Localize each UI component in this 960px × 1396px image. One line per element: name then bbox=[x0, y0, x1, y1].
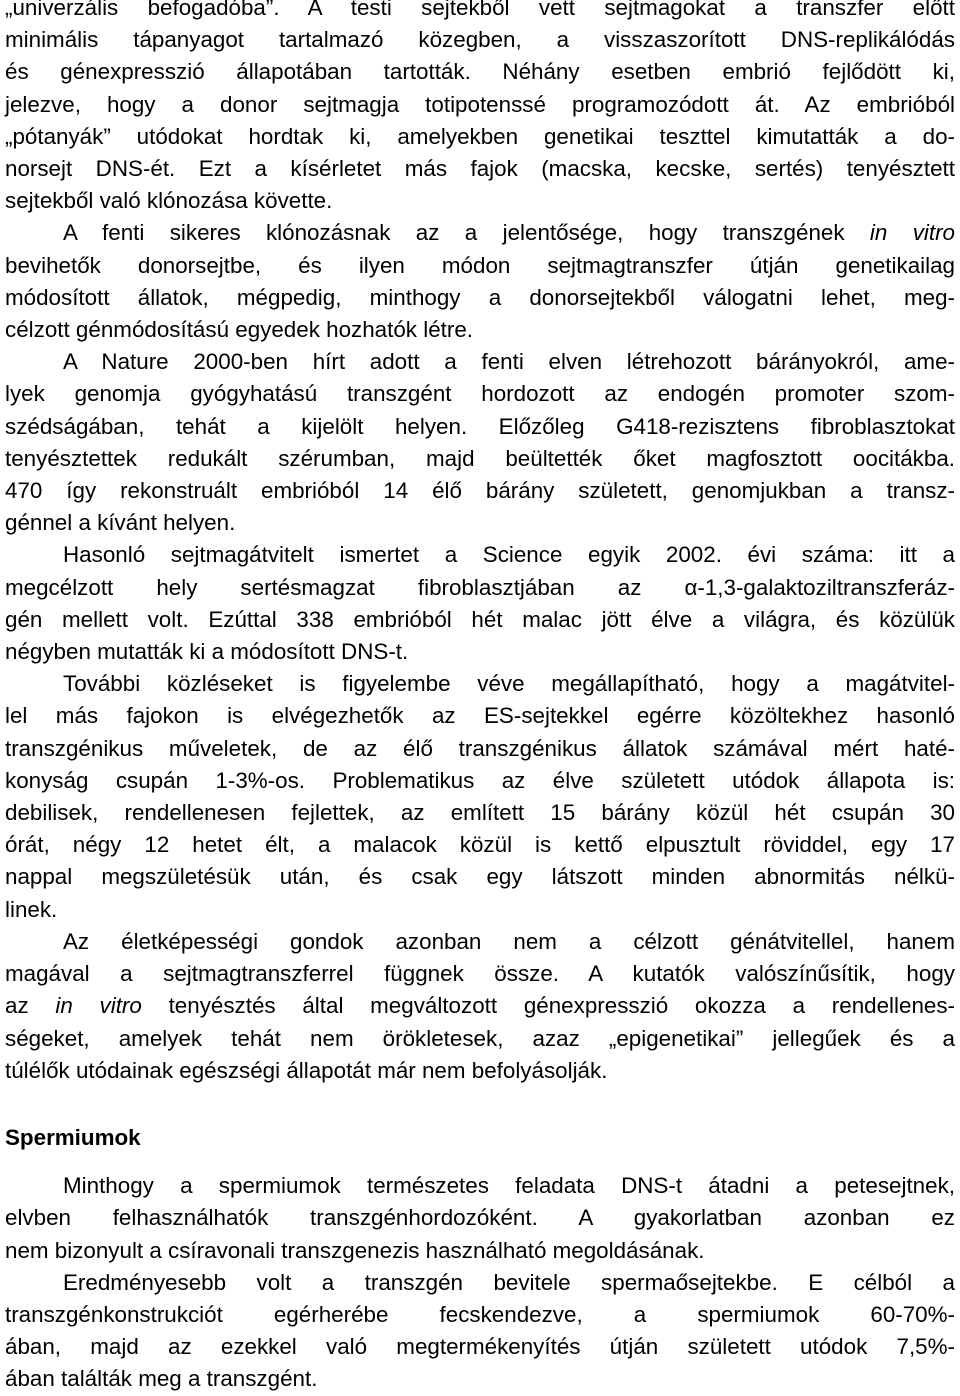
paragraph bbox=[5, 1267, 955, 1396]
text-line: túlélők utódainak egészségi állapotát már nem befolyásolják. bbox=[5, 1057, 608, 1083]
text-line: bevihetők donorsejtbe, és ilyen módon sejtmagtranszfer útján genetikailag bbox=[5, 252, 955, 278]
text-line: „univerzális befogadóba”. A testi sejtekből vett sejtmagokat a transzfer előtt bbox=[5, 0, 955, 20]
text-line: célzott génmódosítású egyedek hozhatók létre. bbox=[5, 317, 474, 343]
paragraph bbox=[5, 217, 955, 346]
text-line: „pótanyák” utódokat hordtak ki, amelyekben genetikai teszttel kimutatták a do- bbox=[5, 123, 955, 149]
text-line: konyság csupán 1-3%-os. Problematikus az élve született utódok állapota is: bbox=[5, 767, 955, 793]
text-line: órát, négy 12 hetet élt, a malacok közül is kettő elpusztult röviddel, egy 17 bbox=[5, 832, 955, 858]
text-line: elvben felhasználhatók transzgénhordozóként. A gyakorlatban azonban ez bbox=[5, 1205, 955, 1231]
text-line: az in vitro tenyésztés által megváltozott génexpresszió okozza a rendellenes- bbox=[5, 993, 956, 1019]
paragraph bbox=[5, 668, 955, 926]
text-line: és génexpresszió állapotában tartották. Néhány esetben embrió fejlődött ki, bbox=[5, 59, 955, 85]
text-line: 470 így rekonstruált embrióból 14 élő bárány született, genomjukban a transz- bbox=[5, 478, 955, 504]
text-line: ában, majd az ezekkel való megtermékenyítés útján született utódok 7,5%- bbox=[5, 1334, 955, 1360]
text-line: módosított állatok, mégpedig, minthogy a donorsejtekből válogatni lehet, meg- bbox=[5, 284, 955, 310]
text-line: szédságában, tehát a kijelölt helyen. Előzőleg G418-rezisztens fibroblasztokat bbox=[5, 413, 955, 439]
text-line: lyek genomja gyógyhatású transzgént hordozott az endogén promoter szom- bbox=[5, 381, 955, 407]
text-line: nappal megszületésük után, és csak egy látszott minden abnormitás nélkü- bbox=[5, 864, 955, 890]
paragraph bbox=[5, 926, 955, 1087]
text-line: négyben mutatták ki a módosított DNS-t. bbox=[5, 639, 409, 665]
paragraph bbox=[5, 539, 955, 668]
paragraph bbox=[5, 1170, 955, 1267]
text-line: génnel a kívánt helyen. bbox=[5, 510, 236, 536]
paragraph bbox=[5, 346, 955, 539]
text-line: sejtekből való klónozása követte. bbox=[5, 188, 333, 214]
text-line: Az életképességi gondok azonban nem a célzott génátvitellel, hanem bbox=[63, 928, 955, 954]
text-line: jelezve, hogy a donor sejtmagja totipotenssé programozódott át. Az embrióból bbox=[5, 91, 955, 117]
text-line: lel más fajokon is elvégezhetők az ES-sejtekkel egérre közöltekhez hasonló bbox=[5, 703, 955, 729]
text-line: debilisek, rendellenesen fejlettek, az említett 15 bárány közül hét csupán 30 bbox=[5, 800, 955, 826]
text-line: ségeket, amelyek tehát nem örökletesek, azaz „epigenetikai” jellegűek és a bbox=[5, 1025, 955, 1051]
text-line: magával a sejtmagtranszferrel függnek össze. A kutatók valószínűsítik, hogy bbox=[5, 961, 955, 987]
text-line: Eredményesebb volt a transzgén bevitele spermaősejtekbe. E célból a bbox=[63, 1269, 955, 1295]
text-line: transzgénkonstrukciót egérherébe fecskendezve, a spermiumok 60-70%- bbox=[5, 1301, 955, 1327]
text-line: transzgénikus műveletek, de az élő transzgénikus állatok számával mért haté- bbox=[5, 735, 955, 761]
text-line: A fenti sikeres klónozásnak az a jelentősége, hogy transzgének in vitro bbox=[63, 220, 955, 246]
text-line: linek. bbox=[5, 896, 58, 922]
text-line: megcélzott hely sertésmagzat fibroblasztjában az α-1,3-galaktoziltranszferáz- bbox=[5, 574, 955, 600]
body-text-before-heading bbox=[5, 0, 955, 1087]
text-line: norsejt DNS-ét. Ezt a kísérletet más fajok (macska, kecske, sertés) tenyésztett bbox=[5, 156, 955, 182]
section-heading: Spermiumok bbox=[5, 1124, 141, 1150]
paragraph bbox=[5, 0, 955, 217]
text-line: minimális tápanyagot tartalmazó közegben, a visszaszorított DNS-replikálódás bbox=[5, 27, 955, 53]
text-line: gén mellett volt. Ezúttal 338 embrióból hét malac jött élve a világra, és közülük bbox=[5, 606, 955, 632]
text-line: További közléseket is figyelembe véve megállapítható, hogy a magátvitel- bbox=[63, 671, 955, 697]
text-line: nem bizonyult a csíravonali transzgenezis használható megoldásának. bbox=[5, 1237, 705, 1263]
text-line: A Nature 2000-ben hírt adott a fenti elven létrehozott bárányokról, ame- bbox=[63, 349, 955, 375]
text-line: tenyésztettek redukált szérumban, majd beültették őket magfosztott oocitákba. bbox=[5, 445, 955, 471]
body-text-after-heading bbox=[5, 1170, 955, 1395]
text-line: Hasonló sejtmagátvitelt ismertet a Science egyik 2002. évi száma: itt a bbox=[63, 542, 955, 568]
document-page bbox=[5, 0, 955, 1396]
text-line: Minthogy a spermiumok természetes feladata DNS-t átadni a petesejtnek, bbox=[63, 1173, 955, 1199]
text-line: ában találták meg a transzgént. bbox=[5, 1366, 318, 1392]
